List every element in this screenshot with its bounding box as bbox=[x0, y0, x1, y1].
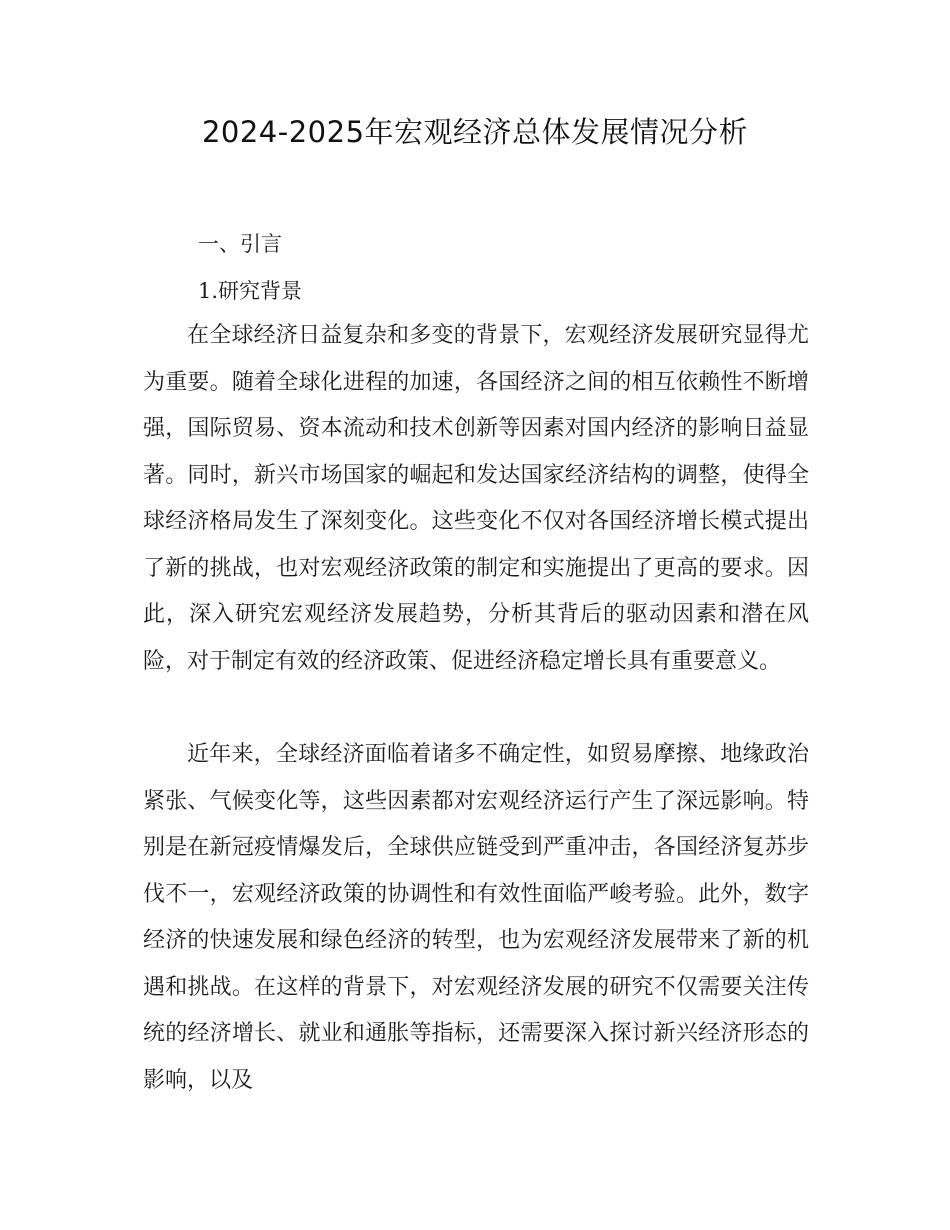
subsection-heading: 1.研究背景 bbox=[198, 279, 303, 303]
section-heading: 一、引言 bbox=[198, 232, 282, 256]
paragraph-recent-uncertainty: 近年来，全球经济面临着诸多不确定性，如贸易摩擦、地缘政治紧张、气候变化等，这些因素都对宏观经济运行产生了深远影响。特别是在新冠疫情爆发后，全球供应链受到严重冲击，各国经济复苏步伐不一，宏观经济政策的协调性和有效性面临严峻考验。此外，数字经济的快速发展和绿色经济的转型，也为宏观经济发展带来了新的机遇和挑战。在这样的背景下，对宏观经济发展的研究不仅需要关注传统的经济增长、就业和通胀等指标，还需要深入探讨新兴经济形态的影响，以及 bbox=[143, 742, 809, 1093]
paragraph-research-background: 在全球经济日益复杂和多变的背景下，宏观经济发展研究显得尤为重要。随着全球化进程的加速，各国经济之间的相互依赖性不断增强，国际贸易、资本流动和技术创新等因素对国内经济的影响日益显著。同时，新兴市场国家的崛起和发达国家经济结构的调整，使得全球经济格局发生了深刻变化。这些变化不仅对各国经济增长模式提出了新的挑战，也对宏观经济政策的制定和实施提出了更高的要求。因此，深入研究宏观经济发展趋势，分析其背后的驱动因素和潜在风险，对于制定有效的经济政策、促进经济稳定增长具有重要意义。 bbox=[143, 323, 809, 674]
document-title: 2024-2025年宏观经济总体发展情况分析 bbox=[201, 115, 749, 149]
